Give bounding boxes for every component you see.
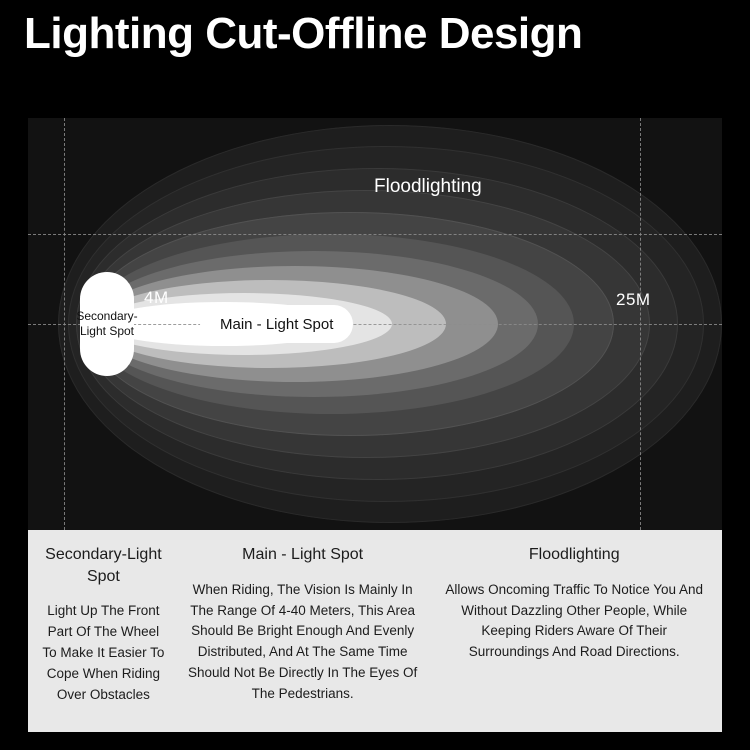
- measure-label-4m: 4M: [144, 288, 169, 307]
- legend-column-main: [173, 544, 433, 724]
- legend-column-floodlighting: [432, 544, 716, 724]
- legend-title-floodlighting: Floodlighting: [528, 546, 620, 563]
- guide-vertical-4m: [64, 118, 65, 530]
- secondary-light-spot-chip: Secondary-Light Spot: [80, 272, 134, 376]
- main-light-spot-chip: Main - Light Spot: [200, 305, 353, 343]
- legend-title-main: Main - Light Spot: [242, 546, 364, 563]
- beam-pattern-diagram: [28, 118, 722, 530]
- measure-label-25m: 25M: [616, 290, 651, 309]
- legend-title-secondary: Secondary-Light Spot: [45, 546, 162, 585]
- legend-panel: [28, 530, 722, 732]
- legend-column-secondary: [34, 544, 173, 724]
- guide-vertical-25m: [640, 118, 641, 530]
- floodlighting-label: Floodlighting: [374, 176, 482, 197]
- legend-body-main: When Riding, The Vision Is Mainly In The Range Of 4-40 Meters, This Area Should Be Bright Enough And Evenly Distributed, And At The Same Time Should Not Be Directly In The Eyes Of The Pedestrians.: [187, 581, 418, 702]
- page-title: Lighting Cut-Offline Design: [24, 9, 583, 58]
- legend-body-secondary: Light Up The Front Part Of The Wheel To Make It Easier To Cope When Riding Over Obstacles: [42, 603, 165, 702]
- guide-horizontal-upper: [28, 234, 722, 235]
- legend-body-floodlighting: Allows Oncoming Traffic To Notice You And Without Dazzling Other People, While Keeping Riders Aware Of Their Surroundings And Road Directions.: [445, 581, 704, 660]
